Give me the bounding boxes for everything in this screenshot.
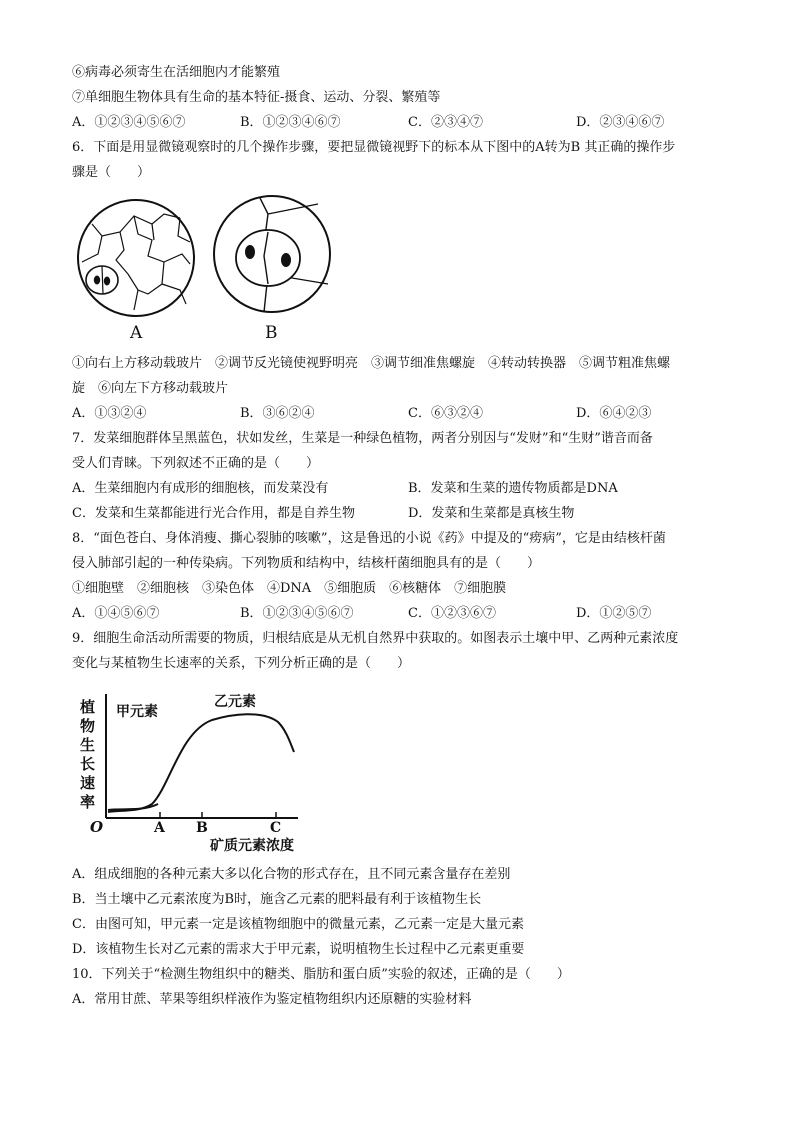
q8-items: ①细胞壁 ②细胞核 ③染色体 ④DNA ⑤细胞质 ⑥核糖体 ⑦细胞膜 xyxy=(72,581,507,596)
q9-option-c: C．由图可知，甲元素一定是该植物细胞中的微量元素，乙元素一定是大量元素 xyxy=(72,917,524,932)
y-label-char-5: 速 xyxy=(80,774,96,792)
q7-option-c: C．发菜和生菜都能进行光合作用，都是自养生物 xyxy=(72,506,355,521)
q8-option-b: B．①②③④⑤⑥⑦ xyxy=(240,606,354,621)
q8-stem-line-2: 侵入肺部引起的一种传染病。下列物质和结构中，结核杆菌细胞具有的是（ ） xyxy=(72,556,541,571)
q7-option-a: A．生菜细胞内有成形的细胞核，而发菜没有 xyxy=(72,481,329,496)
tick-label-b: B xyxy=(196,820,208,836)
q5-option-c: C．②③④⑦ xyxy=(408,115,483,130)
q6-steps-line-1: ①向右上方移动载玻片 ②调节反光镜使视野明亮 ③调节细准焦螺旋 ④转动转换器 ⑤调节粗准焦螺 xyxy=(72,356,671,371)
q7-option-d: D．发菜和生菜都是真核生物 xyxy=(408,506,575,521)
q6-option-c: C．⑥③②④ xyxy=(408,406,483,421)
figure-label-b: B xyxy=(265,323,278,343)
curve-label-jia: 甲元素 xyxy=(116,704,158,720)
y-label-char-3: 生 xyxy=(80,736,96,754)
y-label-char-4: 长 xyxy=(80,755,96,773)
q6-option-d: D．⑥④②③ xyxy=(576,406,652,421)
y-label-char-2: 物 xyxy=(80,717,96,735)
q5-option-d: D．②③④⑥⑦ xyxy=(576,115,665,130)
q6-option-b: B．③⑥②④ xyxy=(240,406,315,421)
q9-stem-line-1: 9．细胞生命活动所需要的物质，归根结底是从无机自然界中获取的。如图表示土壤中甲、乙两种元素浓度 xyxy=(72,631,679,646)
q5-option-b: B．①②③④⑥⑦ xyxy=(240,115,341,130)
q9-option-b: B．当土壤中乙元素浓度为B时，施含乙元素的肥料最有利于该植物生长 xyxy=(72,892,482,907)
y-label-char-6: 率 xyxy=(80,793,96,811)
microscope-field-a xyxy=(78,200,194,343)
q9-option-d: D．该植物生长对乙元素的需求大于甲元素，说明植物生长过程中乙元素更重要 xyxy=(72,942,525,957)
q5-item-6: ⑥病毒必须寄生在活细胞内才能繁殖 xyxy=(72,65,281,80)
q10-stem: 10．下列关于“检测生物组织中的糖类、脂肪和蛋白质”实验的叙述，正确的是（ ） xyxy=(72,967,570,982)
microscope-figure xyxy=(72,194,352,344)
microscope-field-b xyxy=(214,196,330,343)
q6-stem-line-1: 6．下面是用显微镜观察时的几个操作步骤，要把显微镜视野下的标本从下图中的A转为B 其正确的操作步 xyxy=(72,140,676,155)
x-axis-label: 矿质元素浓度 xyxy=(210,838,294,854)
q8-stem-line-1: 8．“面色苍白、身体消瘦、撕心裂肺的咳嗽”，这是鲁迅的小说《药》中提及的“痨病”，它是由结核杆菌 xyxy=(72,531,666,546)
curve-yi xyxy=(108,714,294,812)
y-label-char-1: 植 xyxy=(80,698,96,716)
q7-option-b: B．发菜和生菜的遗传物质都是DNA xyxy=(408,481,618,496)
q8-option-c: C．①②③⑥⑦ xyxy=(408,606,496,621)
q5-item-7: ⑦单细胞生物体具有生命的基本特征-摄食、运动、分裂、繁殖等 xyxy=(72,90,441,105)
tick-label-c: C xyxy=(270,820,282,836)
tick-label-a: A xyxy=(154,820,165,836)
curve-label-yi: 乙元素 xyxy=(214,694,256,710)
q8-option-a: A．①④⑤⑥⑦ xyxy=(72,606,160,621)
origin-label: O xyxy=(90,818,104,836)
figure-label-a: A xyxy=(130,323,143,343)
q9-stem-line-2: 变化与某植物生长速率的关系，下列分析正确的是（ ） xyxy=(72,656,411,671)
q9-option-a: A．组成细胞的各种元素大多以化合物的形式存在，且不同元素含量存在差别 xyxy=(72,867,511,882)
q10-option-a: A．常用甘蔗、苹果等组织样液作为鉴定植物组织内还原糖的实验材料 xyxy=(72,992,472,1007)
growth-rate-graph xyxy=(72,686,332,856)
q8-option-d: D．①②⑤⑦ xyxy=(576,606,652,621)
q6-stem-line-2: 骤是（ ） xyxy=(72,165,151,180)
q5-option-a: A．①②③④⑤⑥⑦ xyxy=(72,115,186,130)
q7-stem-line-2: 受人们青睐。下列叙述不正确的是（ ） xyxy=(72,456,320,471)
q7-stem-line-1: 7．发菜细胞群体呈黑蓝色，状如发丝，生菜是一种绿色植物，两者分别因与“发财”和“生财”谐音而备 xyxy=(72,431,653,446)
q6-option-a: A．①③②④ xyxy=(72,406,147,421)
q6-steps-line-2: 旋 ⑥向左下方移动载玻片 xyxy=(72,381,229,396)
